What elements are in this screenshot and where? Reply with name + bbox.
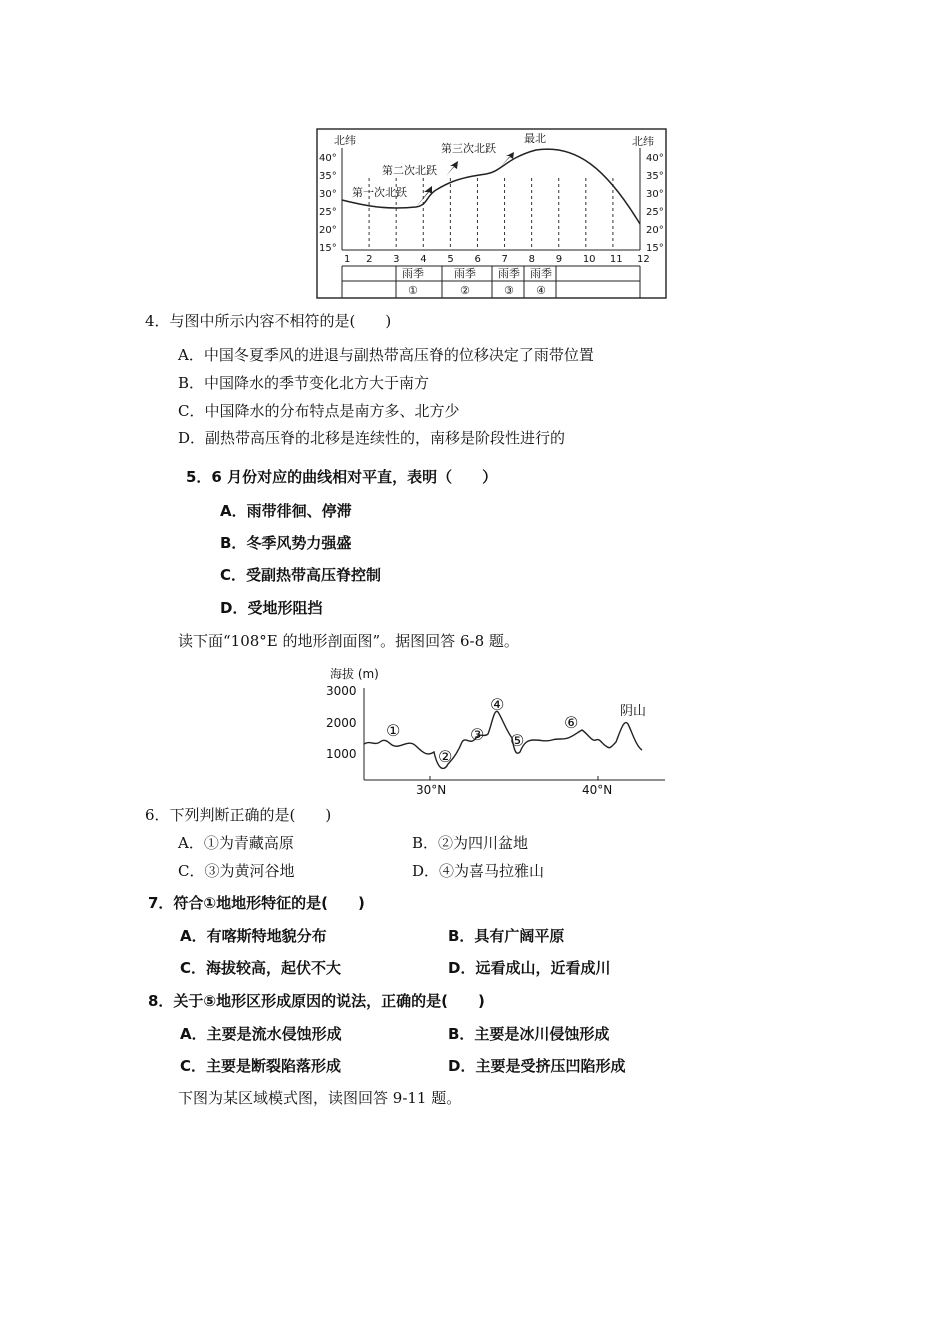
terrain-marker: ② <box>438 747 453 766</box>
lat-tick-right: 40° <box>646 153 664 164</box>
q6-option-c[interactable]: C．③为黄河谷地 <box>178 862 295 880</box>
lat-tick-right: 35° <box>646 171 664 182</box>
q5-option-b[interactable]: B．冬季风势力强盛 <box>220 534 352 552</box>
month-label: 5 <box>447 254 454 265</box>
label-first-jump: 第一次北跃 <box>352 186 407 199</box>
q4-option-b[interactable]: B．中国降水的季节变化北方大于南方 <box>178 374 430 392</box>
lat-tick-left: 40° <box>319 153 337 164</box>
rainy-season-number: ③ <box>504 284 514 297</box>
lat-tick-left: 25° <box>319 207 337 218</box>
right-axis-title: 北纬 <box>632 135 654 148</box>
terrain-marker: ⑤ <box>510 731 525 750</box>
month-label: 8 <box>528 254 536 265</box>
q6-option-b[interactable]: B．②为四川盆地 <box>412 834 529 852</box>
intro-9-11: 下图为某区域模式图，读图回答 9-11 题。 <box>178 1089 462 1107</box>
terrain-y-tick-1000: 1000 <box>326 747 357 761</box>
month-label: 9 <box>555 254 563 265</box>
rainy-season-label: 雨季 <box>530 267 552 280</box>
terrain-y-title: 海拔 (m) <box>330 667 379 681</box>
lat-tick-left: 20° <box>319 225 337 236</box>
month-label: 3 <box>393 254 400 265</box>
q5-option-a[interactable]: A．雨带徘徊、停滞 <box>220 502 352 520</box>
q6-option-d[interactable]: D．④为喜马拉雅山 <box>412 862 545 880</box>
terrain-mountain-label: 阴山 <box>620 704 647 719</box>
q8-option-c[interactable]: C．主要是断裂陷落形成 <box>180 1057 342 1075</box>
terrain-marker: ① <box>386 721 401 740</box>
lat-tick-right: 15° <box>646 243 664 254</box>
label-third-jump: 第三次北跃 <box>441 142 496 155</box>
q7-option-b[interactable]: B．具有广阔平原 <box>448 927 565 945</box>
q7-option-c[interactable]: C．海拔较高，起伏不大 <box>180 959 342 977</box>
month-label: 4 <box>420 254 427 265</box>
month-label: 6 <box>474 254 481 265</box>
q7-stem: 7．符合①地地形特征的是( ) <box>148 894 365 912</box>
rainy-season-label: 雨季 <box>454 267 476 280</box>
rainy-season-number: ① <box>408 284 418 297</box>
terrain-marker: ④ <box>490 695 505 714</box>
month-label: 10 <box>582 254 596 265</box>
q8-stem: 8．关于⑤地形区形成原因的说法，正确的是( ) <box>148 992 485 1010</box>
q4-stem: 4．与图中所示内容不相符的是( ) <box>145 312 392 330</box>
month-label: 2 <box>366 254 373 265</box>
terrain-y-tick-3000: 3000 <box>326 684 357 698</box>
q8-option-d[interactable]: D．主要是受挤压凹陷形成 <box>448 1057 626 1075</box>
terrain-x-tick-30n: 30°N <box>416 783 447 797</box>
lat-tick-right: 25° <box>646 207 664 218</box>
q8-option-a[interactable]: A．主要是流水侵蚀形成 <box>180 1025 342 1043</box>
q6-option-a[interactable]: A．①为青藏高原 <box>178 834 294 852</box>
q4-option-c[interactable]: C．中国降水的分布特点是南方多、北方少 <box>178 402 460 420</box>
q5-option-c[interactable]: C．受副热带高压脊控制 <box>220 566 382 584</box>
q5-stem: 5．6 月份对应的曲线相对平直，表明（ ） <box>186 468 498 486</box>
q4-option-d[interactable]: D．副热带高压脊的北移是连续性的，南移是阶段性进行的 <box>178 429 566 447</box>
label-second-jump: 第二次北跃 <box>382 164 437 177</box>
left-axis-title: 北纬 <box>334 134 356 147</box>
q7-option-d[interactable]: D．远看成山，近看成川 <box>448 959 611 977</box>
lat-tick-left: 30° <box>319 189 337 200</box>
terrain-y-tick-2000: 2000 <box>326 716 357 730</box>
lat-tick-right: 30° <box>646 189 664 200</box>
month-label: 12 <box>637 254 650 265</box>
terrain-profile-figure <box>320 660 670 800</box>
q4-option-a[interactable]: A．中国冬夏季风的进退与副热带高压脊的位移决定了雨带位置 <box>178 346 594 364</box>
q7-option-a[interactable]: A．有喀斯特地貌分布 <box>180 927 327 945</box>
lat-tick-left: 35° <box>319 171 337 182</box>
intro-6-8: 读下面“108°E 的地形剖面图”。据图回答 6-8 题。 <box>178 632 519 650</box>
rainy-season-label: 雨季 <box>498 267 520 280</box>
rainbelt-figure <box>316 128 668 300</box>
q6-stem: 6．下列判断正确的是( ) <box>145 806 332 824</box>
lat-tick-right: 20° <box>646 225 664 236</box>
terrain-x-tick-40n: 40°N <box>582 783 613 797</box>
q5-option-d[interactable]: D．受地形阻挡 <box>220 599 323 617</box>
month-label: 11 <box>609 254 623 265</box>
terrain-marker: ③ <box>470 725 485 744</box>
lat-tick-left: 15° <box>319 243 337 254</box>
month-label: 7 <box>501 254 508 265</box>
rainy-season-number: ④ <box>536 284 546 297</box>
rainy-season-label: 雨季 <box>402 267 424 280</box>
month-label: 1 <box>344 254 351 265</box>
label-northmost: 最北 <box>524 132 546 145</box>
terrain-marker: ⑥ <box>564 713 579 732</box>
q8-option-b[interactable]: B．主要是冰川侵蚀形成 <box>448 1025 610 1043</box>
rainy-season-number: ② <box>460 284 470 297</box>
